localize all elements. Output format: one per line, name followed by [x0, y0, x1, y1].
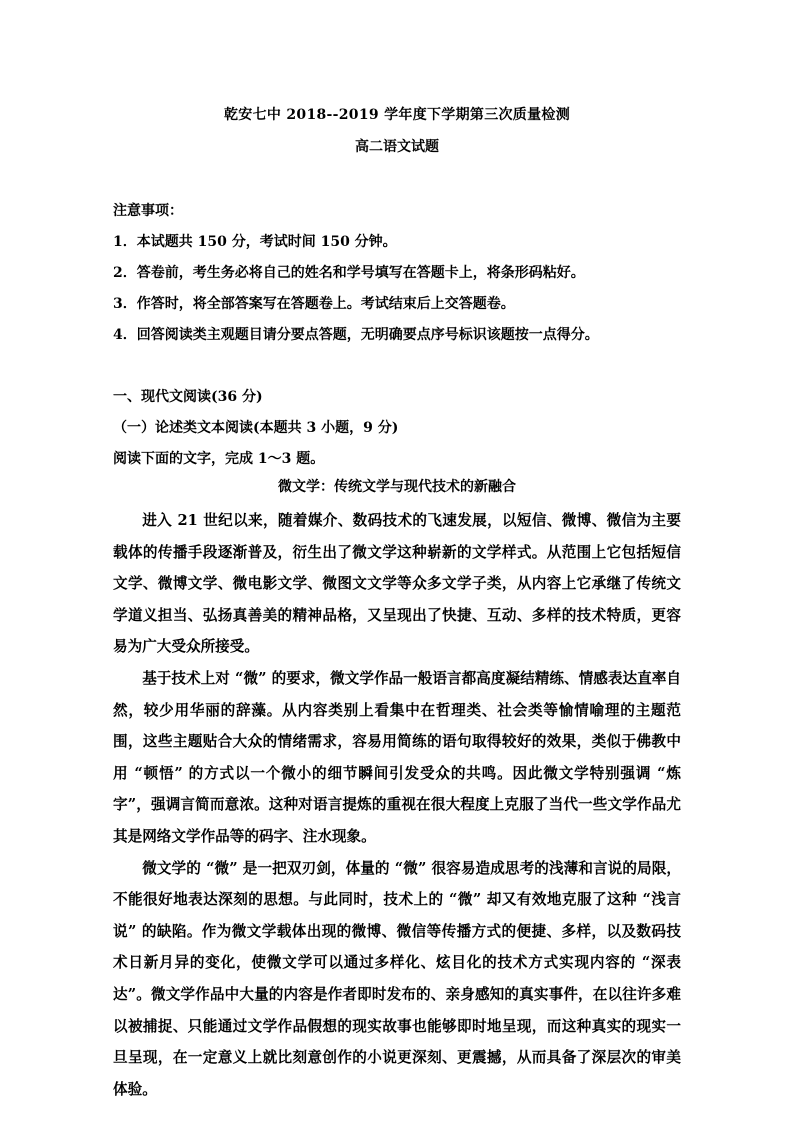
article-title: 微文学：传统文学与现代技术的新融合 — [278, 479, 516, 495]
notice-heading: 注意事项： — [113, 203, 183, 219]
notice-item-4: 4．回答阅读类主观题目请分要点答题，无明确要点序号标识该题按一点得分。 — [113, 327, 599, 343]
notice-block — [113, 196, 693, 351]
section-subheading: （一）论述类文本阅读(本题共 3 小题，9 分) — [113, 420, 399, 436]
section-heading: 一、现代文阅读(36 分) — [113, 389, 263, 405]
notice-item-1: 1．本试题共 150 分，考试时间 150 分钟。 — [113, 234, 397, 250]
section-block — [113, 382, 693, 475]
article-paragraph-3: 微文学的 “微” 是一把双刃剑，体量的 “微” 很容易造成思考的浅薄和言说的局限，不能很好地表达深刻的思想。与此同时，技术上的 “微” 却又有效地克服了这种 “浅言说” 的缺陷。作为微文学载体出现的微博、微信等传播方式的便捷、多样，以及数码技术日新月异的变化，使微文学可以通过多样化、炫目化的技术方式实现内容的 “深表达”。微文学作品中大量的内容是作者即时发布的、亲身感知的真实事件，在以往许多难以被捕捉、只能通过文学作品假想的现实故事也能够即时地呈现，而这种真实的现实一旦呈现，在一定意义上就比刻意创作的小说更深刻、更震撼，从而具备了深层次的审美体验。 — [113, 859, 681, 1098]
section-instruction: 阅读下面的文字，完成 1～3 题。 — [113, 451, 325, 467]
article-paragraph-2: 基于技术上对 “微” 的要求，微文学作品一般语言都高度凝结精练、情感表达直率自然，较少用华丽的辞藻。从内容类别上看集中在哲理类、社会类等愉情喻理的主题范围，这些主题贴合大众的情绪需求，容易用简练的语句取得较好的效果，类似于佛教中用 “顿悟” 的方式以一个微小的细节瞬间引发受众的共鸣。因此微文学特别强调 “炼字”，强调言简而意浓。这种对语言提炼的重视在很大程度上克服了当代一些文学作品尤其是网络文学作品等的码字、注水现象。 — [113, 669, 681, 845]
article-body — [113, 505, 681, 1105]
exam-subtitle: 高二语文试题 — [355, 139, 439, 155]
notice-item-2: 2．答卷前，考生务必将自己的姓名和学号填写在答题卡上，将条形码粘好。 — [113, 265, 585, 281]
article-paragraph-1: 进入 21 世纪以来，随着媒介、数码技术的飞速发展，以短信、微博、微信为主要载体的传播手段逐渐普及，衍生出了微文学这种崭新的文学样式。从范围上它包括短信文学、微博文学、微电影文学、微图文文学等众多文学子类，从内容上它承继了传统文学道义担当、弘扬真善美的精神品格，又呈现出了快捷、互动、多样的技术特质，更容易为广大受众所接受。 — [113, 512, 681, 656]
notice-item-3: 3．作答时，将全部答案写在答题卷上。考试结束后上交答题卷。 — [113, 296, 515, 312]
exam-title: 乾安七中 2018--2019 学年度下学期第三次质量检测 — [224, 107, 570, 123]
